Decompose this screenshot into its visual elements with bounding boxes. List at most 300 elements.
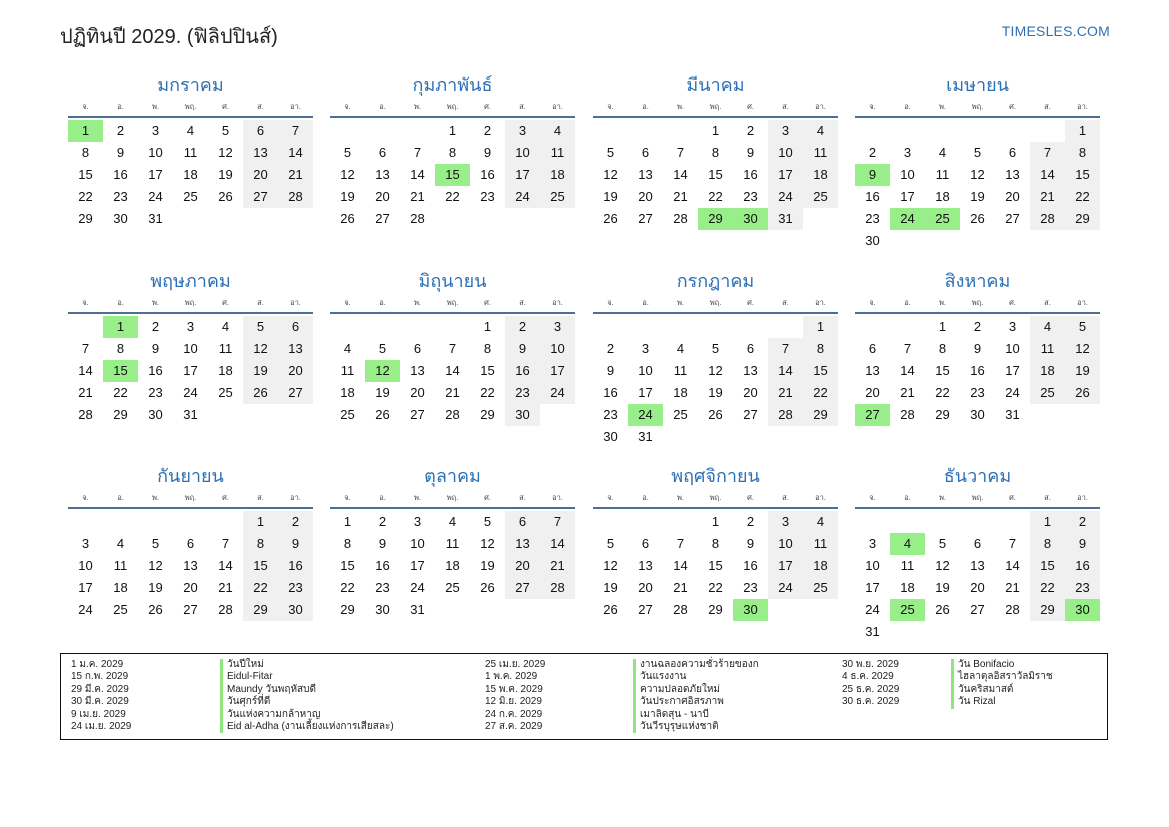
day-cell: 31	[183, 407, 198, 422]
day-cell: 3	[151, 123, 160, 138]
day-cell: 10	[183, 341, 198, 356]
day-cell: 17	[78, 580, 93, 595]
weekday-label: จ.	[82, 102, 89, 111]
day-cell: 11	[218, 341, 233, 356]
day-cell: 16	[505, 360, 540, 382]
day-cell: 11	[900, 558, 915, 573]
day-cell: 21	[218, 580, 233, 595]
day-cell: 5	[221, 123, 230, 138]
day-cell: 2	[746, 514, 755, 529]
day-grid	[593, 118, 838, 250]
weekday-label: พ.	[676, 102, 685, 111]
day-cell: 4	[186, 123, 195, 138]
day-grid	[330, 314, 575, 446]
weekday-label: พ.	[413, 102, 422, 111]
day-cell: 28	[78, 407, 93, 422]
day-cell: 24	[865, 602, 880, 617]
holiday-name: ความปลอดภัยใหม่	[640, 683, 721, 695]
day-cell: 21	[673, 189, 688, 204]
weekday-label: พ.	[151, 298, 160, 307]
day-grid	[68, 314, 313, 446]
weekday-label: พ.	[413, 493, 422, 502]
weekday-label: ศ.	[222, 493, 229, 502]
day-cell: 30	[278, 599, 313, 621]
day-cell: 2	[1065, 511, 1100, 533]
day-cell: 13	[638, 558, 653, 573]
day-cell: 5	[938, 536, 947, 551]
day-cell: 24	[410, 580, 425, 595]
weekday-label: ศ.	[1009, 493, 1016, 502]
day-cell: 21	[445, 385, 460, 400]
day-cell: 22	[1065, 186, 1100, 208]
day-cell: 15	[340, 558, 355, 573]
day-cell: 27	[638, 211, 653, 226]
day-cell: 3	[81, 536, 90, 551]
day-cell: 9	[973, 341, 982, 356]
day-cell: 1	[1065, 120, 1100, 142]
day-cell: 2	[973, 319, 982, 334]
day-cell: 25	[1030, 382, 1065, 404]
day-cell: 10	[900, 167, 915, 182]
day-cell: 7	[676, 536, 685, 551]
day-cell: 29	[708, 602, 723, 617]
day-grid	[855, 314, 1100, 446]
day-cell: 9	[606, 363, 615, 378]
weekday-label: พ.	[938, 102, 947, 111]
weekday-label: อ.	[904, 298, 911, 307]
weekday-label: ส.	[519, 493, 526, 502]
holiday-date: 15 ก.พ. 2029	[71, 671, 129, 683]
weekday-label: อ.	[904, 102, 911, 111]
day-cell: 18	[218, 363, 233, 378]
day-cell: 2	[483, 123, 492, 138]
holiday-date: 25 เม.ย. 2029	[485, 659, 546, 670]
day-cell: 2	[606, 341, 615, 356]
weekday-label: ศ.	[222, 298, 229, 307]
day-cell: 14	[900, 363, 915, 378]
day-cell: 16	[865, 189, 880, 204]
day-grid	[593, 314, 838, 446]
day-cell: 28	[218, 602, 233, 617]
day-cell: 16	[1065, 555, 1100, 577]
holiday-name: Maundy วันพฤหัสบดี	[227, 683, 316, 695]
day-cell: 6	[641, 145, 650, 160]
day-cell: 30	[148, 407, 163, 422]
holiday-name: ไฮลาตุลอิสราวัลมิราช	[958, 671, 1053, 683]
weekday-label: อ.	[379, 102, 386, 111]
day-cell: 30	[113, 211, 128, 226]
day-cell: 25	[803, 186, 838, 208]
weekday-header	[68, 100, 313, 114]
day-cell: 3	[641, 341, 650, 356]
holiday-date: 24 เม.ย. 2029	[71, 721, 132, 733]
month-name: มีนาคม	[686, 75, 745, 95]
day-cell: 4	[676, 341, 685, 356]
day-cell: 28	[1005, 602, 1020, 617]
weekday-label: อา.	[552, 298, 563, 307]
day-cell: 16	[603, 385, 618, 400]
day-cell: 10	[148, 145, 163, 160]
day-cell: 30	[375, 602, 390, 617]
weekday-label: ส.	[1044, 102, 1051, 111]
day-cell: 19	[970, 189, 985, 204]
day-cell: 4	[221, 319, 230, 334]
day-cell: 20	[743, 385, 758, 400]
weekday-label: อ.	[379, 298, 386, 307]
day-cell: 26	[603, 602, 618, 617]
month-name: ตุลาคม	[424, 466, 481, 486]
day-cell: 26	[708, 407, 723, 422]
day-cell: 20	[865, 385, 880, 400]
weekday-label: พฤ.	[971, 102, 984, 111]
day-cell: 19	[243, 360, 278, 382]
holiday-date: 29 มี.ค. 2029	[71, 683, 129, 695]
day-grid	[855, 509, 1100, 641]
weekday-label: จ.	[344, 102, 351, 111]
holiday-name: วันศุกร์ที่ดี	[227, 696, 271, 708]
holiday-name: วัน Rizal	[958, 696, 996, 708]
day-cell: 11	[1030, 338, 1065, 360]
day-cell: 11	[183, 145, 198, 160]
day-cell: 19	[375, 385, 390, 400]
day-cell: 23	[375, 580, 390, 595]
weekday-label: อา.	[552, 493, 563, 502]
holiday-date: 9 เม.ย. 2029	[71, 708, 126, 720]
day-cell: 23	[743, 189, 758, 204]
holiday-date: 30 มี.ค. 2029	[71, 696, 129, 708]
day-cell: 20	[410, 385, 425, 400]
day-cell: 20	[1005, 189, 1020, 204]
holiday-name: เมาลิดสุน - นาบี	[640, 708, 709, 720]
day-cell: 9	[378, 536, 387, 551]
day-cell: 25	[183, 189, 198, 204]
day-cell: 2	[278, 511, 313, 533]
day-cell: 12	[935, 558, 950, 573]
day-cell: 22	[480, 385, 495, 400]
day-cell: 15	[1030, 555, 1065, 577]
holiday-name: วันประกาศอิสรภาพ	[640, 696, 724, 708]
day-cell: 4	[448, 514, 457, 529]
holiday-date: 30 ธ.ค. 2029	[842, 696, 900, 708]
month-name: พฤศจิกายน	[671, 466, 760, 486]
day-cell: 6	[186, 536, 195, 551]
day-cell: 15	[803, 360, 838, 382]
day-cell: 11	[673, 363, 688, 378]
month-block	[593, 74, 838, 250]
weekday-label: อ.	[117, 298, 124, 307]
day-cell: 8	[448, 145, 457, 160]
weekday-label: อา.	[815, 298, 826, 307]
day-cell: 6	[378, 145, 387, 160]
day-cell: 4	[803, 120, 838, 142]
day-cell: 31	[865, 624, 880, 639]
day-cell: 10	[540, 338, 575, 360]
day-cell: 26	[218, 189, 233, 204]
day-cell: 7	[1008, 536, 1017, 551]
day-cell: 29	[243, 599, 278, 621]
day-cell: 29	[78, 211, 93, 226]
weekday-label: พฤ.	[709, 102, 722, 111]
day-cell: 5	[606, 536, 615, 551]
day-cell: 19	[148, 580, 163, 595]
weekday-label: ส.	[782, 102, 789, 111]
holiday-date: 4 ธ.ค. 2029	[842, 671, 894, 683]
weekday-label: อา.	[1077, 493, 1088, 502]
weekday-label: ส.	[257, 102, 264, 111]
holiday-day-cell: 15	[435, 164, 470, 186]
weekday-label: ศ.	[484, 493, 491, 502]
day-cell: 16	[148, 363, 163, 378]
day-cell: 27	[183, 602, 198, 617]
day-cell: 25	[445, 580, 460, 595]
holiday-day-cell: 9	[855, 164, 890, 186]
weekday-label: พฤ.	[446, 102, 459, 111]
day-cell: 13	[410, 363, 425, 378]
day-cell: 8	[938, 341, 947, 356]
day-cell: 29	[340, 602, 355, 617]
weekday-label: จ.	[607, 298, 614, 307]
day-cell: 2	[151, 319, 160, 334]
day-cell: 26	[603, 211, 618, 226]
holiday-day-cell: 12	[365, 360, 400, 382]
day-cell: 15	[708, 167, 723, 182]
day-cell: 30	[505, 404, 540, 426]
month-name: มกราคม	[157, 75, 224, 95]
month-name: กรกฎาคม	[676, 271, 755, 291]
weekday-header	[593, 100, 838, 114]
day-cell: 24	[78, 602, 93, 617]
day-cell: 22	[113, 385, 128, 400]
day-cell: 29	[113, 407, 128, 422]
weekday-label: อ.	[904, 493, 911, 502]
day-cell: 12	[480, 536, 495, 551]
holiday-name: Eidul-Fitar	[227, 671, 273, 683]
weekday-label: พ.	[413, 298, 422, 307]
day-cell: 16	[113, 167, 128, 182]
weekday-header	[593, 491, 838, 505]
day-cell: 2	[868, 145, 877, 160]
day-cell: 1	[483, 319, 492, 334]
day-cell: 24	[768, 186, 803, 208]
day-cell: 22	[78, 189, 93, 204]
day-cell: 21	[278, 164, 313, 186]
day-cell: 24	[1005, 385, 1020, 400]
weekday-label: ศ.	[222, 102, 229, 111]
weekday-label: ศ.	[1009, 102, 1016, 111]
day-cell: 4	[116, 536, 125, 551]
holiday-dates-col3	[842, 659, 899, 709]
day-cell: 12	[148, 558, 163, 573]
weekday-label: พฤ.	[446, 298, 459, 307]
holiday-day-cell: 1	[68, 120, 103, 142]
day-cell: 25	[218, 385, 233, 400]
weekday-label: ศ.	[747, 493, 754, 502]
day-cell: 8	[243, 533, 278, 555]
day-cell: 30	[970, 407, 985, 422]
day-cell: 23	[970, 385, 985, 400]
day-cell: 10	[865, 558, 880, 573]
holiday-name: วันคริสมาสต์	[958, 683, 1014, 695]
weekday-label: อ.	[642, 102, 649, 111]
day-cell: 30	[865, 233, 880, 248]
day-cell: 7	[903, 341, 912, 356]
day-cell: 20	[638, 189, 653, 204]
weekday-label: จ.	[607, 102, 614, 111]
day-cell: 21	[768, 382, 803, 404]
day-cell: 28	[1030, 208, 1065, 230]
day-cell: 14	[78, 363, 93, 378]
day-cell: 4	[540, 120, 575, 142]
day-cell: 18	[803, 164, 838, 186]
day-cell: 31	[638, 429, 653, 444]
month-block	[855, 74, 1100, 250]
weekday-label: อ.	[117, 493, 124, 502]
day-cell: 27	[243, 186, 278, 208]
day-cell: 9	[116, 145, 125, 160]
weekday-header	[855, 491, 1100, 505]
holiday-day-cell: 4	[890, 533, 925, 555]
weekday-label: ศ.	[747, 298, 754, 307]
day-grid	[68, 118, 313, 250]
holiday-day-cell: 1	[103, 316, 138, 338]
day-cell: 12	[970, 167, 985, 182]
holiday-name: งานฉลองความชั่วร้ายของก	[640, 659, 759, 670]
day-cell: 26	[970, 211, 985, 226]
day-cell: 19	[603, 580, 618, 595]
day-cell: 3	[505, 120, 540, 142]
weekday-label: พฤ.	[971, 298, 984, 307]
weekday-label: พ.	[938, 298, 947, 307]
day-cell: 21	[410, 189, 425, 204]
day-grid	[330, 118, 575, 250]
weekday-label: ส.	[519, 298, 526, 307]
day-grid	[855, 118, 1100, 250]
day-cell: 23	[113, 189, 128, 204]
month-block	[593, 270, 838, 446]
day-cell: 9	[483, 145, 492, 160]
day-cell: 2	[505, 316, 540, 338]
day-cell: 1	[1030, 511, 1065, 533]
day-cell: 23	[743, 580, 758, 595]
day-grid	[330, 509, 575, 641]
day-cell: 10	[638, 363, 653, 378]
weekday-label: อา.	[290, 298, 301, 307]
day-cell: 12	[1065, 338, 1100, 360]
weekday-header	[855, 100, 1100, 114]
day-cell: 8	[711, 536, 720, 551]
weekday-label: อา.	[290, 102, 301, 111]
month-block	[330, 270, 575, 446]
holiday-name: วัน Bonifacio	[958, 659, 1015, 670]
day-cell: 1	[711, 123, 720, 138]
weekday-label: ศ.	[484, 298, 491, 307]
day-cell: 18	[540, 164, 575, 186]
day-cell: 11	[803, 533, 838, 555]
weekday-label: พ.	[676, 298, 685, 307]
holiday-date: 1 พ.ค. 2029	[485, 671, 538, 683]
weekday-label: จ.	[344, 493, 351, 502]
weekday-label: จ.	[82, 298, 89, 307]
holiday-name: วันปีใหม่	[227, 659, 264, 670]
weekday-header	[68, 296, 313, 310]
holiday-day-cell: 15	[103, 360, 138, 382]
day-cell: 16	[970, 363, 985, 378]
day-cell: 8	[81, 145, 90, 160]
day-cell: 6	[505, 511, 540, 533]
day-cell: 20	[183, 580, 198, 595]
holiday-date: 12 มิ.ย. 2029	[485, 696, 542, 708]
month-block	[855, 465, 1100, 641]
day-cell: 20	[638, 580, 653, 595]
day-cell: 20	[970, 580, 985, 595]
day-cell: 20	[375, 189, 390, 204]
holiday-date: 15 พ.ค. 2029	[485, 683, 543, 695]
day-cell: 31	[410, 602, 425, 617]
weekday-label: จ.	[869, 493, 876, 502]
day-cell: 27	[743, 407, 758, 422]
day-cell: 23	[603, 407, 618, 422]
weekday-label: ส.	[257, 298, 264, 307]
holiday-day-cell: 24	[628, 404, 663, 426]
day-cell: 10	[1005, 341, 1020, 356]
day-cell: 19	[935, 580, 950, 595]
day-cell: 13	[505, 533, 540, 555]
day-cell: 7	[278, 120, 313, 142]
weekday-label: พฤ.	[184, 102, 197, 111]
day-cell: 14	[410, 167, 425, 182]
day-cell: 6	[641, 536, 650, 551]
day-cell: 7	[1030, 142, 1065, 164]
month-block	[68, 270, 313, 446]
day-cell: 1	[803, 316, 838, 338]
weekday-label: พ.	[151, 102, 160, 111]
day-cell: 3	[186, 319, 195, 334]
day-cell: 7	[81, 341, 90, 356]
day-cell: 23	[1065, 577, 1100, 599]
day-cell: 18	[445, 558, 460, 573]
weekday-label: อา.	[552, 102, 563, 111]
day-cell: 28	[278, 186, 313, 208]
month-block	[855, 270, 1100, 446]
day-cell: 21	[1005, 580, 1020, 595]
day-cell: 18	[183, 167, 198, 182]
day-cell: 3	[768, 120, 803, 142]
day-cell: 17	[865, 580, 880, 595]
weekday-header	[593, 296, 838, 310]
day-cell: 25	[340, 407, 355, 422]
day-cell: 12	[340, 167, 355, 182]
holiday-names-col1	[220, 659, 394, 733]
weekday-label: พฤ.	[184, 298, 197, 307]
day-cell: 12	[218, 145, 233, 160]
holiday-date: 24 ก.ค. 2029	[485, 708, 543, 720]
holiday-date: 30 พ.ย. 2029	[842, 659, 899, 670]
day-cell: 22	[445, 189, 460, 204]
day-cell: 29	[1065, 208, 1100, 230]
day-cell: 26	[1065, 382, 1100, 404]
day-cell: 14	[540, 533, 575, 555]
day-cell: 16	[278, 555, 313, 577]
site-brand-link[interactable]: TIMESLES.COM	[1001, 23, 1110, 39]
day-cell: 27	[970, 602, 985, 617]
day-cell: 19	[1065, 360, 1100, 382]
weekday-label: ส.	[1044, 298, 1051, 307]
day-cell: 13	[865, 363, 880, 378]
day-cell: 25	[540, 186, 575, 208]
day-cell: 28	[900, 407, 915, 422]
day-cell: 9	[746, 536, 755, 551]
day-cell: 12	[243, 338, 278, 360]
